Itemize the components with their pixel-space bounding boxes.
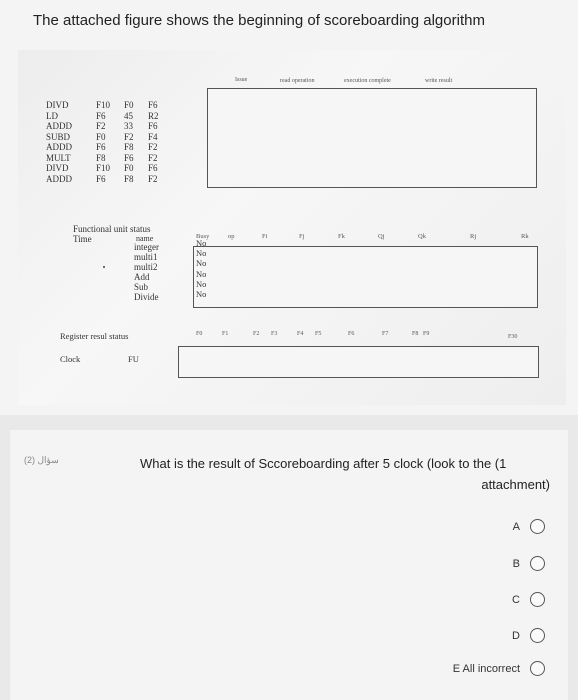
fu-busy-value: No <box>196 268 207 279</box>
instr-op: LD <box>46 110 58 121</box>
instr-src2: F2 <box>148 152 158 163</box>
header-issue: Issue <box>235 77 248 83</box>
register-label: F3 <box>271 331 278 337</box>
question-2-line-2: attachment) <box>481 477 550 492</box>
fu-status-box <box>193 246 538 308</box>
fu-header-rk: Rk <box>521 233 529 240</box>
fu-label: FU <box>128 354 139 364</box>
question-1-text: The attached figure shows the beginning of scoreboarding algorithm <box>33 12 485 29</box>
option-c-label: C <box>512 593 520 606</box>
option-b-radio[interactable] <box>530 556 545 571</box>
instr-op: SUBD <box>46 131 71 142</box>
instr-op: ADDD <box>46 173 72 184</box>
instr-src1: F2 <box>124 131 134 142</box>
instr-src1: F8 <box>124 173 134 184</box>
instr-src2: F4 <box>148 131 158 142</box>
instr-src1: 33 <box>124 121 133 131</box>
fu-header-fi: Fi <box>262 233 268 240</box>
instr-op: MULT <box>46 152 71 163</box>
option-e-radio[interactable] <box>530 661 545 676</box>
fu-header-qj: Qj <box>378 233 385 240</box>
fu-busy-value: No <box>196 238 207 248</box>
option-d-radio[interactable] <box>530 628 545 643</box>
instr-src1: F6 <box>124 152 134 163</box>
question-2-number: (2) سؤال <box>24 455 59 465</box>
header-write-result: write result <box>425 78 453 84</box>
register-label: F7 <box>382 331 389 337</box>
instr-dst: F10 <box>96 163 111 173</box>
instr-src2: F6 <box>148 100 158 110</box>
option-e-label: E All incorrect <box>452 662 520 675</box>
fu-name: integer <box>134 242 159 252</box>
option-d[interactable] <box>512 628 545 643</box>
register-label: F0 <box>196 331 203 337</box>
question-2-line-1: What is the result of Sccoreboarding after 5 clock (look to the (1 <box>140 456 507 471</box>
instr-src1: F0 <box>124 100 134 110</box>
fu-header-busy: Busy <box>196 233 210 240</box>
instr-dst: F8 <box>96 152 106 163</box>
instr-src1: F8 <box>124 142 134 152</box>
register-label: F5 <box>315 331 322 337</box>
fu-header-qk: Qk <box>418 233 426 240</box>
register-label: F30 <box>508 334 518 340</box>
fu-busy-column <box>196 238 206 299</box>
fu-name: Divide <box>134 292 159 302</box>
option-a[interactable] <box>513 519 545 534</box>
fu-name: multi1 <box>134 252 158 262</box>
instr-dst: F6 <box>96 173 106 184</box>
instr-src2: F2 <box>148 142 158 152</box>
fu-header-fk: Fk <box>338 233 345 240</box>
instr-src1: F0 <box>124 163 134 173</box>
option-b-label: B <box>512 557 520 570</box>
fu-header-op: op <box>228 233 235 240</box>
fu-busy-value: No <box>196 258 207 269</box>
fu-busy-value: No <box>196 278 207 289</box>
instr-src2: F6 <box>148 121 158 131</box>
register-label: F9 <box>423 331 430 337</box>
instr-op: ADDD <box>46 142 72 152</box>
header-read-operation: read operation <box>280 78 315 84</box>
instr-dst: F6 <box>96 142 106 152</box>
clock-label: Clock <box>60 354 81 364</box>
instruction-status-box <box>207 88 537 188</box>
fu-time-label: Time <box>73 234 92 244</box>
fu-busy-value: No <box>196 289 207 300</box>
instr-op: ADDD <box>46 121 72 131</box>
fu-name: Add <box>134 272 150 282</box>
option-c[interactable] <box>512 592 545 607</box>
question-2-text <box>140 453 550 495</box>
fu-unit-names <box>134 242 159 302</box>
stray-dot <box>103 266 105 268</box>
instr-src1: 45 <box>124 110 133 121</box>
register-status-title: Register resul status <box>60 331 129 341</box>
register-label: F8 <box>412 331 419 337</box>
register-label: F2 <box>253 331 260 337</box>
option-c-radio[interactable] <box>530 592 545 607</box>
header-execution-complete: execution complete <box>344 78 391 84</box>
fu-header-rj: Rj <box>470 233 477 240</box>
instr-src2: R2 <box>148 110 159 121</box>
option-a-radio[interactable] <box>530 519 545 534</box>
register-status-box <box>178 346 539 378</box>
instr-dst: F6 <box>96 110 106 121</box>
register-label: F4 <box>297 331 304 337</box>
instr-dst: F0 <box>96 131 106 142</box>
fu-name: Sub <box>134 282 149 292</box>
instruction-list <box>46 100 174 184</box>
option-b[interactable] <box>513 556 545 571</box>
instr-src2: F6 <box>148 163 158 173</box>
fu-header-fj: Fj <box>299 233 305 240</box>
scoreboard-figure-photo <box>18 50 566 405</box>
instr-src2: F2 <box>148 173 158 184</box>
instr-dst: F10 <box>96 100 111 110</box>
fu-name: multi2 <box>134 262 158 272</box>
instr-dst: F2 <box>96 121 106 131</box>
option-e[interactable] <box>453 661 545 676</box>
instr-op: DIVD <box>46 100 69 110</box>
fu-status-title: Functional unit status <box>73 224 151 234</box>
fu-busy-value: No <box>196 248 207 259</box>
option-a-label: A <box>512 520 520 533</box>
register-label: F1 <box>222 331 229 337</box>
register-label: F6 <box>348 331 355 337</box>
instr-op: DIVD <box>46 163 69 173</box>
fu-name-label: name <box>136 234 154 243</box>
option-d-label: D <box>512 629 520 642</box>
